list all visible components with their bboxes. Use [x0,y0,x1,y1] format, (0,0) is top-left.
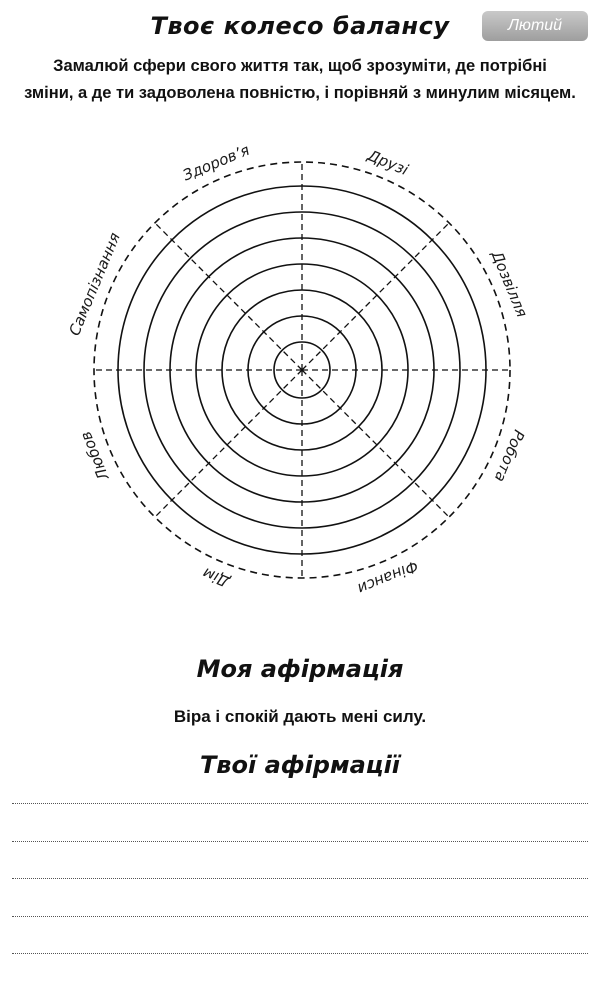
wheel-spokes [94,162,510,578]
month-badge: Лютий [482,11,588,41]
affirmation-writing-line[interactable] [12,803,588,804]
instruction-line-1: Замалюй сфери свого життя так, щоб зрозуміти, де потрібні [53,57,547,75]
wheel-sector-label: Самопізнання [65,229,124,339]
wheel-spoke [155,370,302,517]
wheel-sector-label: Фінанси [354,556,421,598]
my-affirmation-heading: Моя афірмація [196,655,404,683]
wheel-spoke [302,370,449,517]
wheel-sector-label: Дозвілля [487,248,532,320]
page-title: Твоє колесо балансу [150,12,450,40]
wheel-sector-label: Здоров’я [180,140,253,185]
instruction-text [20,53,580,107]
wheel-spoke [155,223,302,370]
instruction-line-2: зміни, а де ти задоволена повністю, і порівняй з минулим місяцем. [24,84,576,102]
your-affirmations-heading: Твої афірмації [199,751,401,779]
wheel-sector-label: Дім [200,563,233,591]
affirmation-writing-line[interactable] [12,841,588,842]
wheel-sector-label: Друзі [364,146,411,180]
wheel-sector-label: Робота [490,427,529,485]
balance-wheel [0,130,600,620]
affirmation-writing-line[interactable] [12,953,588,954]
wheel-spoke [302,223,449,370]
affirmation-writing-line[interactable] [12,916,588,917]
wheel-sector-label: Любов [76,428,113,483]
my-affirmation-text: Віра і спокій дають мені силу. [173,707,427,726]
affirmation-writing-line[interactable] [12,878,588,879]
